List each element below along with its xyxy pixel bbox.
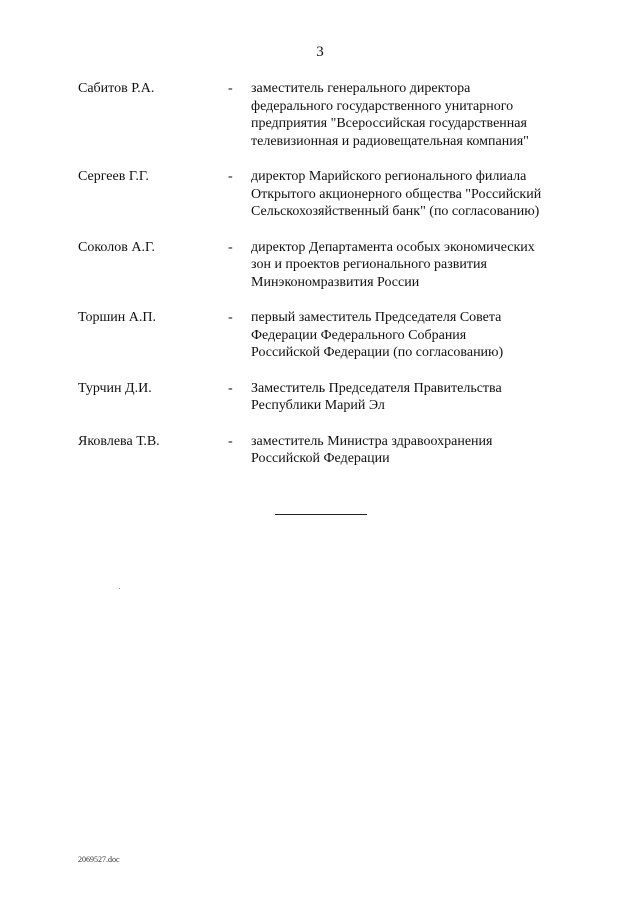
end-of-list-rule xyxy=(275,514,367,515)
list-item xyxy=(0,433,640,468)
list-item xyxy=(0,168,640,221)
page-number: 3 xyxy=(316,44,324,60)
list-item xyxy=(0,380,640,415)
dash-separator: - xyxy=(228,169,233,184)
list-item xyxy=(0,309,640,362)
member-name: Сергеев Г.Г. xyxy=(78,169,149,184)
list-item xyxy=(0,239,640,292)
member-name: Яковлева Т.В. xyxy=(78,433,160,449)
member-name: Соколов А.Г. xyxy=(78,239,155,255)
member-position: Заместитель Председателя Правительства Республики Марий Эл xyxy=(251,380,502,413)
member-name: Торшин А.П. xyxy=(78,310,156,325)
member-position: первый заместитель Председателя Совета Федерации Федерального Собрания Российской Федерации (по согласованию) xyxy=(251,310,504,360)
dash-separator: - xyxy=(228,239,233,255)
dash-separator: - xyxy=(228,81,233,96)
member-list xyxy=(0,80,640,468)
member-position: директор Марийского регионального филиала Открытого акционерного общества "Российский Сельскохозяйственный банк" (по согласованию) xyxy=(251,169,542,219)
scan-speck xyxy=(119,588,120,589)
member-position: заместитель генерального директора федерального государственного унитарного предприятия "Всероссийская государственная телевизионная и радиовещательная компания" xyxy=(251,81,529,149)
member-name: Турчин Д.И. xyxy=(78,380,152,396)
dash-separator: - xyxy=(228,310,233,325)
member-name: Сабитов Р.А. xyxy=(78,81,155,96)
member-position: заместитель Министра здравоохранения Российской Федерации xyxy=(251,433,493,466)
footer-filename: 2069527.doc xyxy=(78,855,120,864)
dash-separator: - xyxy=(228,433,233,449)
dash-separator: - xyxy=(228,380,233,396)
list-item xyxy=(0,80,640,150)
member-position: директор Департамента особых экономических зон и проектов регионального развития Минэкономразвития России xyxy=(251,239,535,290)
